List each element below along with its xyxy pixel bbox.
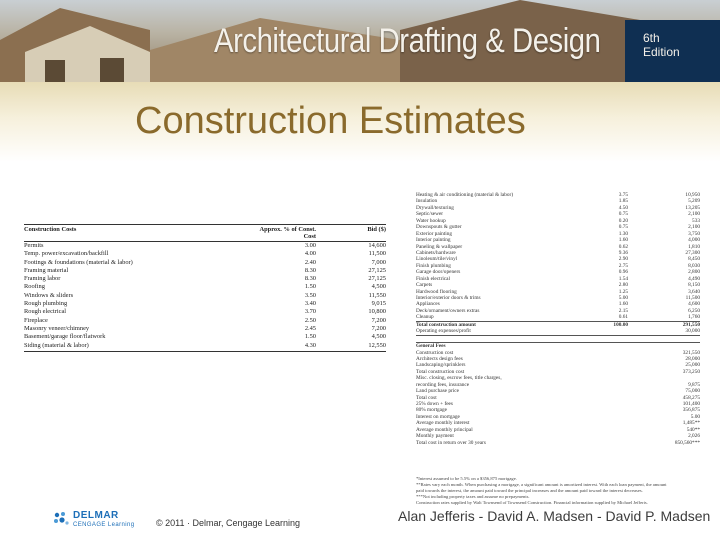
table-cell: 25,000 [685, 362, 700, 369]
table-cell: 3.75 [618, 192, 628, 198]
table-cell: 4,000 [688, 237, 700, 244]
table-cell: 1,760 [688, 314, 700, 321]
table-cell: 27,125 [368, 266, 386, 274]
table-row [416, 328, 700, 335]
table-cell: Land purchase price [416, 388, 459, 395]
column-header: Construction Costs [24, 226, 77, 233]
table-cell: Average monthly interest [416, 420, 470, 427]
table-cell: 2.45 [304, 324, 316, 332]
table-body [416, 192, 700, 446]
edition-word: Edition [643, 45, 680, 59]
table-row [416, 314, 700, 320]
table-cell: 1.30 [618, 230, 628, 237]
table-cell: 13,205 [685, 204, 700, 211]
table-cell: Framing material [24, 266, 69, 274]
table-cell: 2,026 [688, 433, 700, 440]
table-cell: Interior painting [416, 237, 451, 244]
table-cell: General Fees [416, 343, 446, 350]
note-line: *Interest assumed to be 5.5% on a $356,875 mortgage. [416, 476, 517, 481]
table-cell: 4.50 [618, 204, 628, 211]
table-cell [588, 328, 628, 334]
authors: Alan Jefferis - David A. Madsen - David P. Madsen [398, 508, 711, 524]
table-cell: 4,500 [371, 333, 386, 341]
table-cell: 5.00 [690, 413, 700, 420]
table-cell: 9,875 [688, 381, 700, 388]
table-cell: 1.60 [618, 301, 628, 308]
table-row [24, 325, 386, 333]
table-bottom-rule [24, 351, 386, 352]
table-cell: 11,500 [685, 295, 700, 301]
table-cell: Operating expenses/profit [416, 328, 471, 335]
table-cell: Permits [24, 242, 44, 249]
window [45, 60, 65, 82]
window [100, 58, 124, 82]
table-cell: 291,550 [682, 321, 700, 328]
table-cell: 5.00 [618, 295, 628, 301]
table-cell: Linoleum/tile/vinyl [416, 256, 458, 263]
table-cell: Cabinets/hardware [416, 249, 456, 256]
column-header: Bid ($) [367, 226, 386, 233]
table-cell: 2.15 [618, 307, 628, 314]
table-cell: Finish plumbing [416, 262, 451, 269]
table-cell [588, 336, 628, 342]
table-cell [588, 440, 628, 446]
table-cell: Total cost [416, 394, 437, 401]
table-cell: Roofing [24, 283, 45, 291]
cost-breakdown-table [416, 192, 700, 446]
table-row [416, 321, 700, 328]
table-cell: 1.60 [618, 237, 628, 244]
table-cell: Temp. power/excavation/backfill [24, 250, 109, 258]
table-row [24, 342, 386, 350]
book-title: Architectural Drafting & Design [214, 22, 601, 60]
table-cell: 1.54 [618, 275, 628, 282]
table-cell: 540** [686, 426, 700, 433]
table-cell: Heating & air conditioning (material & labor) [416, 192, 514, 198]
table-cell: Garage door/openers [416, 269, 461, 276]
table-cell: Downspouts & gutter [416, 224, 462, 231]
table-row [416, 336, 700, 342]
table-cell: 3.00 [304, 242, 316, 249]
slide-title: Construction Estimates [135, 100, 526, 142]
table-cell: Carpets [416, 282, 433, 289]
table-row [24, 250, 386, 258]
table-cell: Deck/ornament/owners extras [416, 307, 480, 314]
table-cell: Misc. closing, escrow fees, title charges, [416, 375, 502, 382]
table-cell: Construction cost [416, 349, 454, 356]
table-cell: Interior/exterior doors & trims [416, 295, 481, 301]
table-cell: 1.85 [618, 198, 628, 205]
table-cell: Rough plumbing [24, 300, 68, 308]
table-cell: 373,250 [682, 368, 700, 375]
table-cell: 0.96 [618, 269, 628, 276]
table-row [416, 440, 700, 446]
table-cell: 4.00 [304, 250, 316, 258]
publisher-subtext: CENGAGE Learning [73, 522, 135, 528]
table-cell: Rough electrical [24, 308, 67, 316]
table-cell: 3,640 [688, 288, 700, 295]
table-cell: Architects design fees [416, 355, 463, 362]
table-cell: 75,000 [685, 388, 700, 395]
table-row [24, 259, 386, 267]
table-cell: 3,750 [688, 230, 700, 237]
table-cell: Footings & foundations (material & labor) [24, 258, 133, 266]
table-cell: 8.30 [304, 275, 316, 283]
table-cell: 1,485** [682, 420, 700, 427]
table-cell: Interest on mortgage [416, 413, 460, 420]
table-cell: 8,030 [688, 262, 700, 269]
table-cell: 458,275 [682, 394, 700, 401]
table-cell: 0.75 [618, 224, 628, 231]
table-row [24, 283, 386, 291]
table-cell: Total construction amount [416, 321, 476, 328]
table-cell: 28,000 [685, 355, 700, 362]
delmar-logo-icon [52, 510, 70, 528]
table-cell: Siding (material & labor) [24, 341, 89, 349]
table-cell: 11,500 [368, 250, 386, 258]
table-cell: 4,600 [688, 301, 700, 308]
table-cell: 14,600 [368, 242, 386, 249]
table-cell: 850,560*** [674, 439, 700, 446]
table-cell: 2.80 [618, 282, 628, 289]
table-cell: recording fees, insurance [416, 381, 470, 388]
table-cell: 1.50 [304, 283, 316, 291]
table-cell: 7,200 [371, 316, 386, 324]
table-header [24, 224, 386, 242]
table-cell: Finish electrical [416, 275, 450, 282]
table-cell: 11,550 [368, 291, 386, 299]
note-line: Construction rates supplied by Walt Townsend of Townsend Construction. Financial information supplied by Michael Jefferis. [416, 500, 648, 505]
table-cell: 0.61 [618, 314, 628, 321]
table-cell: Monthly payment [416, 433, 454, 440]
table-cell: 12,550 [368, 341, 386, 349]
table-row [416, 342, 700, 349]
table-cell: 356,875 [682, 407, 700, 414]
copyright: © 2011 · Delmar, Cengage Learning [156, 518, 301, 528]
table-cell: Landscaping/sprinklers [416, 362, 466, 369]
table-cell: Framing labor [24, 275, 61, 283]
table-cell: 7,000 [371, 258, 386, 266]
table-cell: 9,015 [371, 300, 386, 308]
table-cell: 533 [692, 217, 700, 224]
table-row [24, 308, 386, 316]
table-cell: 2.40 [304, 258, 316, 266]
table-cell: 2.50 [304, 316, 316, 324]
note-line: paid towards the interest, the amount paid toward the principal increases and the amount paid toward the interest decreases. [416, 488, 643, 493]
header-banner [0, 0, 720, 82]
table-cell [628, 336, 700, 342]
table-cell: 100.00 [613, 321, 628, 328]
table-cell: 0.62 [618, 243, 628, 250]
table-cell: Cleanup [416, 314, 434, 321]
table-cell: Appliances [416, 301, 440, 308]
table-cell: 5,209 [688, 198, 700, 205]
table-cell: 101,400 [682, 401, 700, 407]
table-row [24, 292, 386, 300]
table-cell: 1.25 [618, 288, 628, 295]
column-header: Approx. % of Const. Cost [259, 226, 316, 240]
table-cell: 4,490 [688, 275, 700, 282]
table-cell: 80% mortgage [416, 407, 448, 414]
table-cell: Masonry veneer/chimney [24, 324, 90, 332]
table-cell: 27,300 [685, 249, 700, 256]
table-cell: 9.36 [618, 249, 628, 256]
publisher-logo-text: DELMAR [73, 510, 119, 521]
table-cell: 3.40 [304, 300, 316, 308]
table-cell: Windows & sliders [24, 291, 74, 299]
table-cell: Exterior painting [416, 230, 453, 237]
table-cell: 7,200 [371, 324, 386, 332]
table-cell: 3.70 [304, 308, 316, 316]
table-cell: 27,125 [368, 275, 386, 283]
table-cell: 3.50 [304, 291, 316, 299]
table-cell: Basement/garage floor/flatwork [24, 333, 106, 341]
table-cell: 2.75 [618, 262, 628, 269]
table-cell: 10,950 [685, 192, 700, 198]
table-cell: 0.20 [618, 217, 628, 224]
table-cell: 8.30 [304, 266, 316, 274]
table-body [24, 242, 386, 350]
table-cell: Average monthly principal [416, 426, 473, 433]
table-cell: Hardwood flooring [416, 288, 457, 295]
note-line: **Rates vary each month. When purchasing a mortgage, a significant amount is amortized interest. With each loan payment, the amount [416, 482, 667, 487]
table-cell: 8,150 [688, 282, 700, 289]
table-notes [416, 476, 716, 506]
table-row [24, 275, 386, 283]
table-cell: Total cost in return over 30 years [416, 439, 486, 446]
table-cell: Fireplace [24, 316, 48, 324]
table-cell: 2,100 [688, 211, 700, 218]
table-cell: 30,000 [685, 328, 700, 335]
table-cell: 321,550 [682, 349, 700, 356]
table-cell: 25% down + fees [416, 401, 453, 407]
table-row [24, 317, 386, 325]
table-cell: 4,500 [371, 283, 386, 291]
table-row [24, 267, 386, 275]
table-cell: 6,250 [688, 307, 700, 314]
note-line: ***Not including property taxes and assume no prepayments. [416, 494, 530, 499]
table-row [24, 242, 386, 250]
table-cell: 2,100 [688, 224, 700, 231]
table-cell: 0.75 [618, 211, 628, 218]
table-cell: Septic/sewer [416, 211, 444, 218]
table-cell: Drywall/texturing [416, 204, 454, 211]
table-cell [416, 336, 588, 342]
edition-label [643, 31, 680, 59]
table-cell: 1.50 [304, 333, 316, 341]
table-cell: 1,810 [688, 243, 700, 250]
edition-number: 6th [643, 31, 660, 45]
table-cell: 4.30 [304, 341, 316, 349]
table-cell: Paneling & wallpaper [416, 243, 463, 250]
table-cell: Total construction cost [416, 368, 465, 375]
table-cell: 2.90 [618, 256, 628, 263]
table-row [24, 300, 386, 308]
table-cell: Insulation [416, 198, 438, 205]
construction-costs-table [24, 224, 386, 352]
table-cell: Water hookup [416, 217, 446, 224]
table-row [24, 333, 386, 341]
table-cell: 2,800 [688, 269, 700, 276]
table-cell: 10,800 [368, 308, 386, 316]
table-cell: 8,450 [688, 256, 700, 263]
